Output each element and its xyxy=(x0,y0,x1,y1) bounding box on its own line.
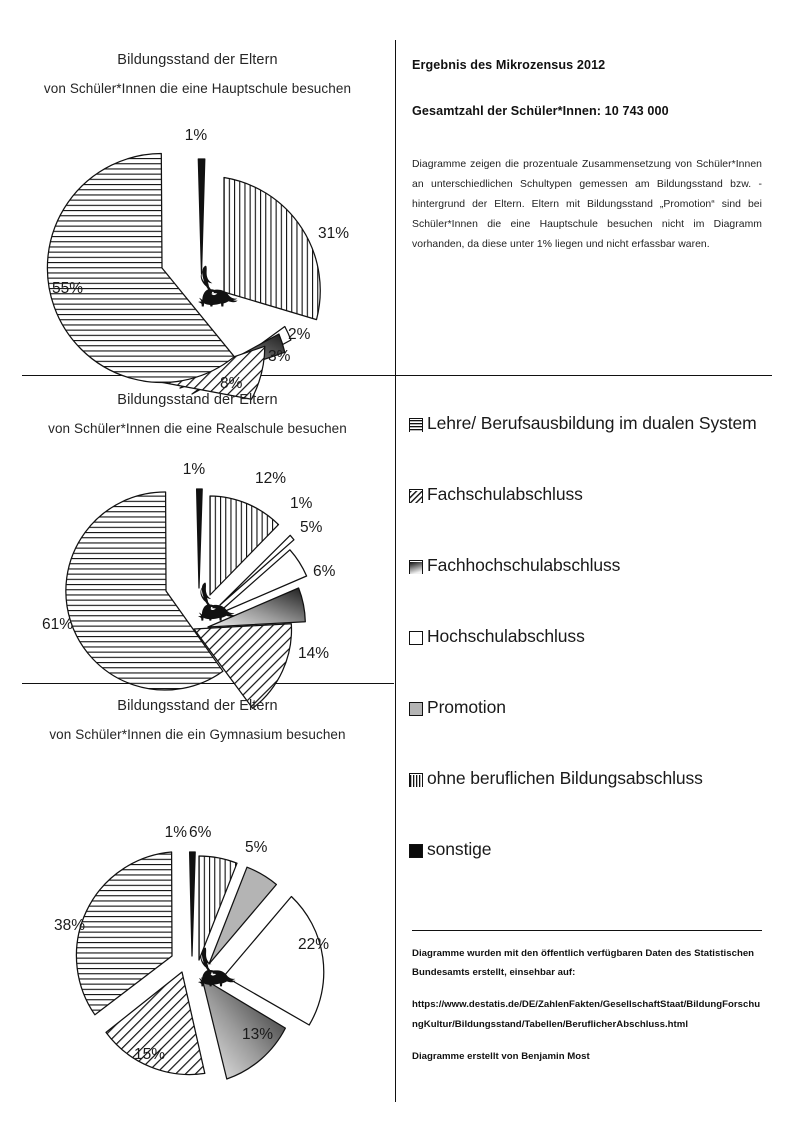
chart-3-subtitle: von Schüler*Innen die ein Gymnasium besuchen xyxy=(49,727,346,742)
chart-3-label-2: 5% xyxy=(245,839,268,856)
chart-1-pie xyxy=(0,96,395,392)
chart-1-title: Bildungsstand der Eltern xyxy=(117,52,278,68)
chart-3-pie xyxy=(0,742,395,1072)
chart-block-hauptschule xyxy=(0,52,395,392)
legend-label-lehre: Lehre/ Berufsausbildung im dualen System xyxy=(427,413,757,433)
chart-1-label-4: 8% xyxy=(220,375,243,392)
legend-item-hochschule[interactable] xyxy=(409,627,769,698)
chart-block-gymnasium xyxy=(0,698,395,1072)
legend-item-fachschule[interactable] xyxy=(409,485,769,556)
chart-2-subtitle: von Schüler*Innen die eine Realschule besuchen xyxy=(48,421,347,436)
footer xyxy=(412,944,762,1066)
chart-2-title: Bildungsstand der Eltern xyxy=(117,392,278,408)
chart-1-subtitle: von Schüler*Innen die eine Hauptschule besuchen xyxy=(43,81,352,96)
legend-swatch-promotion xyxy=(409,702,423,716)
chart-1-label-1: 31% xyxy=(318,225,350,242)
section-divider-2 xyxy=(22,683,394,684)
legend-item-sonstige[interactable] xyxy=(409,840,769,911)
chart-2-label-6: 61% xyxy=(42,616,74,633)
slice-lehre xyxy=(76,852,172,1015)
chart-2-label-1: 12% xyxy=(255,470,287,487)
total-students-heading: Gesamtzahl der Schüler*Innen: 10 743 000 xyxy=(412,104,669,118)
chart-1-label-0: 1% xyxy=(184,127,208,144)
legend xyxy=(409,414,769,911)
chart-3-label-4: 13% xyxy=(242,1026,274,1043)
legend-label-hochschule: Hochschulabschluss xyxy=(427,626,585,646)
legend-swatch-lehre xyxy=(409,418,423,432)
footer-divider xyxy=(412,930,762,931)
legend-item-fachhochschule[interactable] xyxy=(409,556,769,627)
chart-2-pie xyxy=(0,436,395,676)
chart-3-title: Bildungsstand der Eltern xyxy=(117,698,278,714)
chart-3-label-6: 38% xyxy=(54,917,86,934)
chart-3-label-0: 1% xyxy=(164,824,187,841)
footer-author: Diagramme erstellt von Benjamin Most xyxy=(412,1050,590,1062)
chart-2-label-4: 6% xyxy=(313,563,336,580)
legend-swatch-hochschule xyxy=(409,631,423,645)
legend-label-promotion: Promotion xyxy=(427,697,506,717)
legend-item-lehre[interactable] xyxy=(409,414,769,485)
chart-1-label-3: 3% xyxy=(268,348,291,365)
legend-item-promotion[interactable] xyxy=(409,698,769,769)
chart-2-label-3: 5% xyxy=(300,519,323,536)
legend-label-ohne-abschluss: ohne beruflichen Bildungsabschluss xyxy=(427,768,703,788)
legend-swatch-ohne-abschluss xyxy=(409,773,423,787)
footer-source: Diagramme wurden mit den öffentlich verfügbaren Daten des Statistischen Bundesamts erstellt, einsehbar auf: xyxy=(412,948,755,979)
chart-2-label-5: 14% xyxy=(298,645,330,662)
column-divider xyxy=(395,40,396,1102)
chart-3-label-1: 6% xyxy=(189,824,212,841)
legend-swatch-fachschule xyxy=(409,489,423,503)
slice-sonstige xyxy=(190,852,196,956)
chart-1-label-2: 2% xyxy=(288,326,311,343)
legend-item-ohne-abschluss[interactable] xyxy=(409,769,769,840)
legend-label-fachhochschule: Fachhochschulabschluss xyxy=(427,555,621,575)
result-heading: Ergebnis des Mikrozensus 2012 xyxy=(412,58,606,72)
chart-2-label-0: 1% xyxy=(182,461,206,478)
slice-sonstige xyxy=(198,159,205,274)
legend-swatch-sonstige xyxy=(409,844,423,858)
description-text: Diagramme zeigen die prozentuale Zusammensetzung von Schüler*Innen an unterschiedlichen Schultypen gemessen am Bildungsstand bzw. -hintergrund der Eltern. Eltern mit Bildungsstand „Promotion“ sind bei Schüler*Innen die eine Hauptschule besuchen nicht im Diagramm vorhanden, da diese unter 1% liegen und nicht erfassbar waren. xyxy=(412,159,762,250)
legend-label-sonstige: sonstige xyxy=(427,839,492,859)
slice-sonstige xyxy=(197,489,203,588)
legend-label-fachschule: Fachschulabschluss xyxy=(427,484,583,504)
slice-ohne-abschluss xyxy=(224,178,320,320)
chart-3-label-3: 22% xyxy=(298,936,330,953)
legend-swatch-fachhochschule xyxy=(409,560,423,574)
footer-url[interactable]: https://www.destatis.de/DE/ZahlenFakten/GesellschaftStaat/BildungForschungKultur/Bildungsstand/Tabellen/BeruflicherAbschluss.html xyxy=(412,999,761,1030)
chart-block-realschule xyxy=(0,392,395,676)
chart-2-label-2: 1% xyxy=(290,495,313,512)
chart-1-label-5: 55% xyxy=(52,280,84,297)
chart-3-label-5: 15% xyxy=(134,1046,166,1063)
